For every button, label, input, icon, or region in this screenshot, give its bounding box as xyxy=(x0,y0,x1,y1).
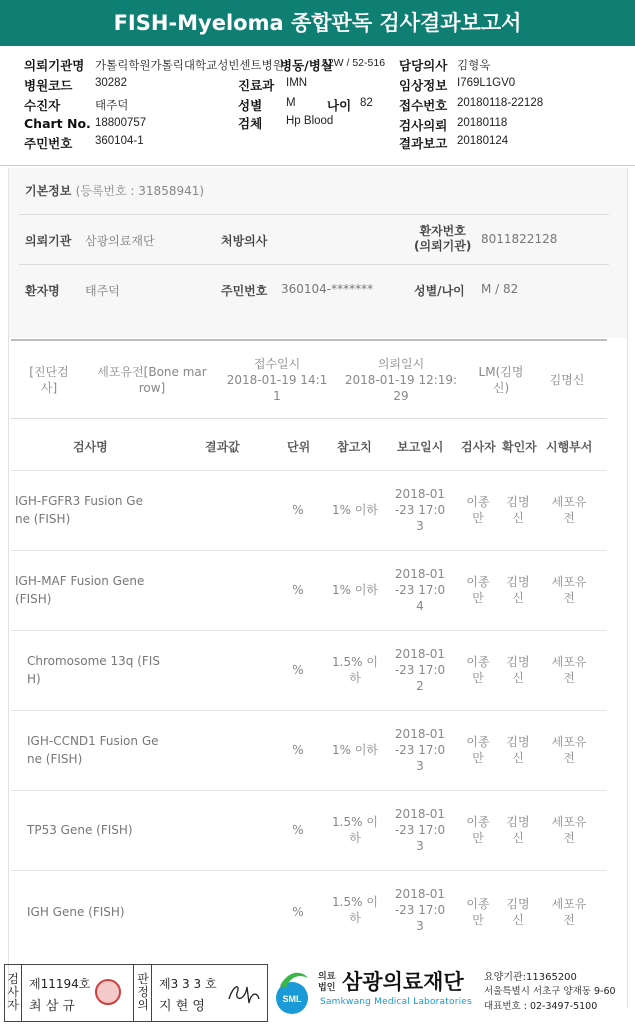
age-label: 나이 xyxy=(327,98,352,113)
patient-number-label-line1: 환자번호 xyxy=(419,224,466,238)
tester: 이종 만 xyxy=(466,815,490,845)
unit: % xyxy=(292,743,304,757)
department: 세포유 전 xyxy=(551,575,587,605)
hcode-value: 30282 xyxy=(95,77,127,89)
judge-license: 제3 3 3 호 xyxy=(159,977,217,991)
section-divider xyxy=(11,339,607,341)
tester: 이종 만 xyxy=(466,575,490,605)
row-divider xyxy=(11,630,607,631)
report-datetime: 2018-01 -23 17:0 4 xyxy=(394,567,446,613)
report-label: 결과보고 xyxy=(399,136,448,151)
confirmer: 김명 신 xyxy=(506,735,530,765)
reference-range: 1% 이하 xyxy=(331,503,379,517)
basic-info-heading: 기본정보 xyxy=(25,184,72,198)
institution-code: 요양기관:11365200 xyxy=(484,972,577,983)
test-name: TP53 Gene (FISH) xyxy=(27,823,133,837)
inspector-vertical-label: 검 사 자 xyxy=(7,972,19,1012)
dx-lm xyxy=(471,364,531,396)
tester: 이종 만 xyxy=(466,495,490,525)
report-datetime: 2018-01 -23 17:0 3 xyxy=(394,887,446,933)
signature-box xyxy=(4,964,268,1022)
row-divider xyxy=(11,710,607,711)
inspector-license: 제11194호 xyxy=(29,977,91,991)
sex-value: M xyxy=(286,97,296,109)
hcode-label: 병원코드 xyxy=(24,78,73,93)
divider xyxy=(19,264,609,265)
report-datetime: 2018-01 -23 17:0 3 xyxy=(394,727,446,773)
clinical-label: 임상정보 xyxy=(399,78,448,93)
report-title: FISH-Myeloma 종합판독 검사결과보고서 xyxy=(0,0,635,46)
unit: % xyxy=(292,905,304,919)
divider xyxy=(11,418,607,419)
tester: 이종 만 xyxy=(466,897,490,927)
test-name: IGH-MAF Fusion Gene (FISH) xyxy=(15,574,145,606)
col-report-date: 보고일시 xyxy=(397,440,444,454)
tester: 이종 만 xyxy=(466,655,490,685)
dx-received-datetime xyxy=(217,356,337,404)
dx-received-value-line2: 1 xyxy=(273,389,281,403)
dx-received-value-line1: 2018-01-19 14:1 xyxy=(226,373,328,387)
patient-number-label-line2: (의뢰기관) xyxy=(414,239,472,253)
sex-label: 성별 xyxy=(238,98,263,113)
dx-test-type-line1: 세포유전[Bone mar xyxy=(97,365,207,379)
divider xyxy=(133,965,134,1021)
patient-value: 태주덕 xyxy=(95,100,129,112)
dx-doctor: 김명신 xyxy=(549,373,585,387)
judge-vertical-label: 판 정 의 xyxy=(137,972,149,1012)
age-value: 82 xyxy=(360,97,373,109)
reception-label: 접수번호 xyxy=(399,98,448,113)
col-department: 시행부서 xyxy=(546,440,593,454)
corp-label: 의료 법인 xyxy=(318,972,336,993)
dx-category-line1: [진단검 xyxy=(29,365,69,379)
dx-category xyxy=(23,364,75,396)
confirmer: 김명 신 xyxy=(506,495,530,525)
ward-value: 52W / 52-516 xyxy=(322,57,386,69)
report-datetime: 2018-01 -23 17:0 2 xyxy=(394,647,446,693)
ward-label: 병동/병실 xyxy=(280,58,333,73)
divider xyxy=(19,214,609,215)
confirmer: 김명 신 xyxy=(506,897,530,927)
specimen-value: Hp Blood xyxy=(286,115,334,127)
signature-icon xyxy=(223,977,263,1009)
hospital-value: 가톨릭학원가톨릭대학교성빈센트병원 xyxy=(95,60,284,72)
chart-label: Chart No. xyxy=(24,116,91,131)
col-confirmer: 확인자 xyxy=(502,440,537,454)
divider xyxy=(21,965,22,1021)
dx-requested-datetime xyxy=(337,356,465,404)
row-divider xyxy=(11,790,607,791)
dx-lm-line2: 신) xyxy=(492,381,510,395)
tester: 이종 만 xyxy=(466,735,490,765)
prescriber-label: 처방의사 xyxy=(221,234,268,248)
inspector-name: 최 삼 규 xyxy=(29,999,75,1014)
hospital-label: 의뢰기관명 xyxy=(24,58,85,73)
request-value: 20180118 xyxy=(457,117,508,129)
reference-range: 1% 이하 xyxy=(331,583,379,597)
department: 세포유 전 xyxy=(551,897,587,927)
rrn-label: 주민번호 xyxy=(24,136,73,151)
company-phone: 대표번호 : 02-3497-5100 xyxy=(484,1001,598,1012)
divider xyxy=(151,965,152,1021)
reception-value: 20180118-22128 xyxy=(457,97,544,109)
doctor-value: 김형욱 xyxy=(457,60,491,72)
test-name: IGH-FGFR3 Fusion Ge ne (FISH) xyxy=(15,494,143,526)
seal-stamp-icon xyxy=(95,979,121,1005)
unit: % xyxy=(292,583,304,597)
request-label: 검사의뢰 xyxy=(399,118,448,133)
registration-number: (등록번호 : 31858941) xyxy=(75,184,205,198)
rrn-masked-value: 360104-******* xyxy=(281,282,374,296)
sml-logo-text: SML xyxy=(282,994,302,1004)
row-divider xyxy=(11,550,607,551)
patient-label: 수진자 xyxy=(24,98,61,113)
company-name-en: Samkwang Medical Laboratories xyxy=(320,997,472,1007)
institution-label: 의뢰기관 xyxy=(25,234,72,248)
confirmer: 김명 신 xyxy=(506,655,530,685)
department: 세포유 전 xyxy=(551,495,587,525)
dx-category-line2: 사] xyxy=(40,381,58,395)
col-tester: 검사자 xyxy=(461,440,496,454)
company-name: 삼광의료재단 xyxy=(342,970,464,994)
test-name: IGH Gene (FISH) xyxy=(27,905,125,919)
report-value: 20180124 xyxy=(457,135,509,147)
basic-info-title xyxy=(25,182,204,199)
report-header xyxy=(0,50,635,166)
company-address: 서울특별시 서초구 양재동 9-60 xyxy=(484,986,616,997)
judge-name: 지 현 영 xyxy=(159,999,205,1014)
sex-age-value: M / 82 xyxy=(481,282,519,296)
institution-value: 삼광의료재단 xyxy=(85,234,155,248)
specimen-label: 검체 xyxy=(238,116,263,131)
sml-logo-icon xyxy=(272,966,314,1018)
dx-received-label: 접수일시 xyxy=(253,357,301,371)
rrn-value: 360104-1 xyxy=(95,135,144,147)
reference-range: 1.5% 이 하 xyxy=(332,815,378,845)
dx-test-type-line2: row] xyxy=(138,381,166,395)
confirmer: 김명 신 xyxy=(506,815,530,845)
report-datetime: 2018-01 -23 17:0 3 xyxy=(394,807,446,853)
dx-requested-value-line1: 2018-01-19 12:19: xyxy=(344,373,458,387)
confirmer: 김명 신 xyxy=(506,575,530,605)
unit: % xyxy=(292,823,304,837)
sex-age-label: 성별/나이 xyxy=(414,284,465,298)
patient-number-value: 8011822128 xyxy=(481,232,558,246)
col-unit: 단위 xyxy=(287,440,311,454)
reference-range: 1.5% 이 하 xyxy=(332,895,378,925)
department: 세포유 전 xyxy=(551,735,587,765)
test-name: IGH-CCND1 Fusion Ge ne (FISH) xyxy=(27,734,159,766)
dx-test-type xyxy=(87,364,217,396)
col-reference: 참고치 xyxy=(337,440,372,454)
doctor-label: 담당의사 xyxy=(399,58,448,73)
row-divider xyxy=(11,470,607,471)
patient-number-label xyxy=(414,224,471,254)
report-footer xyxy=(0,964,635,1024)
dx-lm-line1: LM(김명 xyxy=(478,365,524,379)
col-test-name: 검사명 xyxy=(73,440,108,454)
unit: % xyxy=(292,503,304,517)
rrn-masked-label: 주민번호 xyxy=(221,284,268,298)
row-divider xyxy=(11,870,607,871)
department: 세포유 전 xyxy=(551,655,587,685)
chart-value: 18800757 xyxy=(95,117,147,129)
col-result: 결과값 xyxy=(205,440,240,454)
dx-requested-label: 의뢰일시 xyxy=(377,357,425,371)
reference-range: 1.5% 이 하 xyxy=(332,655,378,685)
dept-label: 진료과 xyxy=(238,78,275,93)
clinical-value: I769L1GV0 xyxy=(457,77,516,89)
report-datetime: 2018-01 -23 17:0 3 xyxy=(394,487,446,533)
basic-info-section xyxy=(9,168,627,338)
dept-value: IMN xyxy=(286,77,308,89)
department: 세포유 전 xyxy=(551,815,587,845)
detail-panel xyxy=(8,168,628,1008)
patient-name-value: 태주덕 xyxy=(85,284,120,298)
unit: % xyxy=(292,663,304,677)
dx-requested-value-line2: 29 xyxy=(393,389,409,403)
patient-name-label: 환자명 xyxy=(25,284,60,298)
test-name: Chromosome 13q (FIS H) xyxy=(27,654,160,686)
reference-range: 1% 이하 xyxy=(331,743,379,757)
